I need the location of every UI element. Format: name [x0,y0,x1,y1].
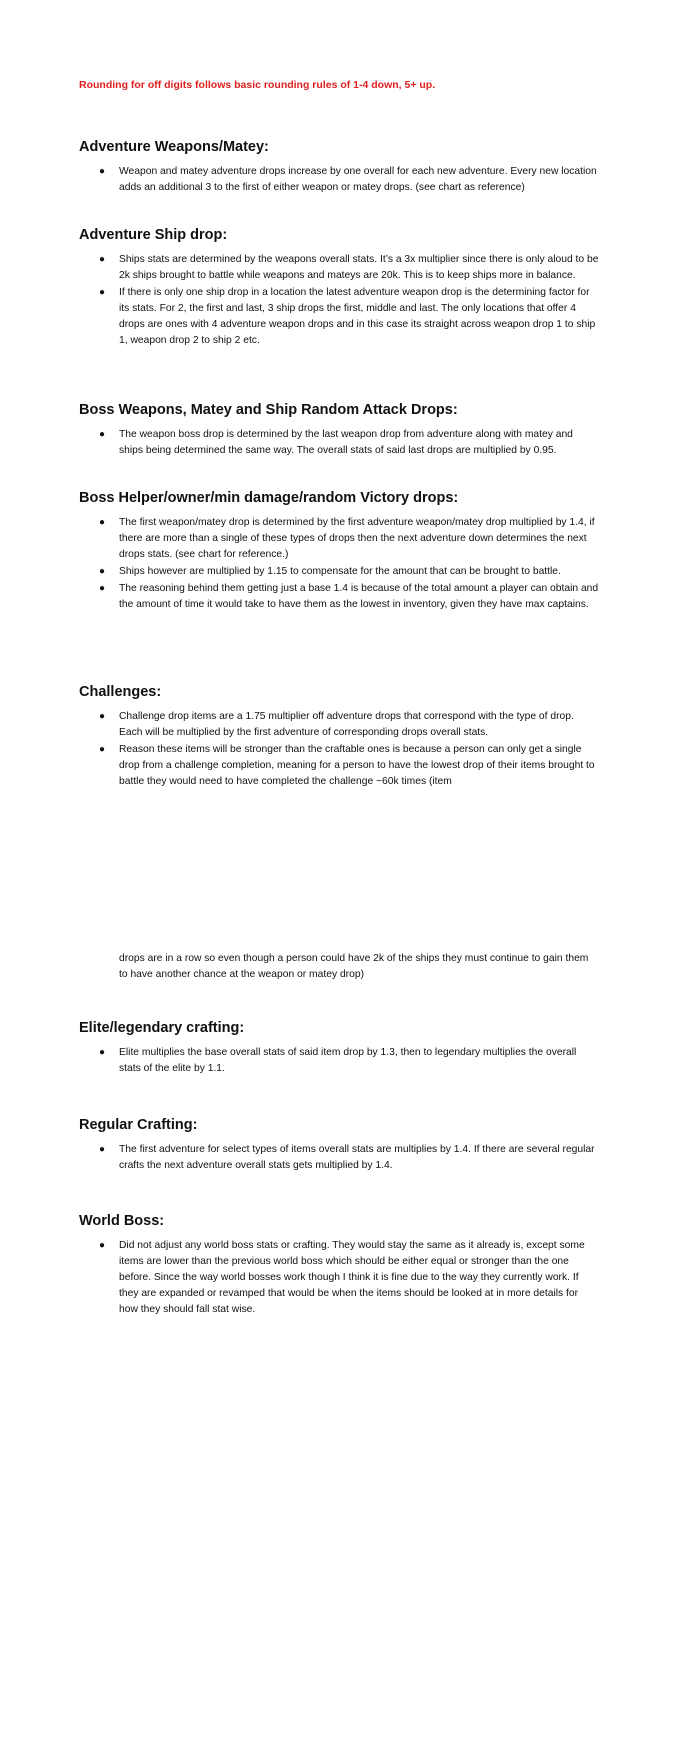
list-item [79,1045,599,1077]
bullet-icon: ● [99,583,106,594]
list-item-text: The weapon boss drop is determined by the last weapon drop from adventure along with matey and ships being determined the same way. The overall stats of said last drops are multiplied by 0.95. [119,429,573,456]
list-item-text: Weapon and matey adventure drops increase by one overall for each new adventure. Every new location adds an additional 3 to the first of either weapon or matey drops. (see chart as reference) [119,166,597,193]
bullet-icon: ● [99,166,106,177]
list-item [79,1142,599,1174]
section-heading: Elite/legendary crafting: [79,1020,245,1036]
section-elite-legendary-crafting [79,1019,599,1078]
section-heading: World Boss: [79,1213,165,1229]
section-world-boss [79,1212,599,1319]
bullet-list [79,1238,599,1318]
section-boss-victory-drops [79,489,599,614]
list-item [79,515,599,563]
continuation-text: drops are in a row so even though a person could have 2k of the ships they must continue to gain them to have another chance at the weapon or matey drop) [119,953,589,980]
list-item-text: If there is only one ship drop in a location the latest adventure weapon drop is the determining factor for its stats. For 2, the first and last, 3 ship drops the first, middle and last. The only locations that offer 4 drops are ones with 4 adventure weapon drops and in this case its straight across weapon drop 1 to ship 1, weapon drop 2 to ship 2 etc. [119,287,596,346]
list-item-text: The first weapon/matey drop is determined by the first adventure weapon/matey drop multiplied by 1.4, if there are more than a single of these types of drops then the next adventure down determines the next drops stats. (see chart for reference.) [119,517,595,560]
list-item [79,285,599,349]
bullet-icon: ● [99,566,106,577]
section-boss-random-attack-drops [79,401,599,460]
section-challenges [79,683,599,791]
section-heading: Adventure Weapons/Matey: [79,139,269,155]
list-item [79,1238,599,1318]
section-heading: Regular Crafting: [79,1117,198,1133]
bullet-list [79,1045,599,1077]
list-item [79,581,599,613]
bullet-icon: ● [99,254,106,265]
list-item [79,709,599,741]
list-item-text: Ships stats are determined by the weapons overall stats. It’s a 3x multiplier since there is only aloud to be 2k ships brought to battle while weapons and mateys are 20k. This is to keep ships more in balance. [119,254,599,281]
bullet-icon: ● [99,1047,106,1058]
bullet-list [79,252,599,349]
section-heading: Boss Weapons, Matey and Ship Random Attack Drops: [79,402,458,418]
section-heading: Challenges: [79,684,162,700]
bullet-icon: ● [99,1240,106,1251]
list-item-text: Reason these items will be stronger than the craftable ones is because a person can only get a single drop from a challenge completion, meaning for a person to have the lowest drop of their items brought to battle they would need to have completed the challenge ~60k times (item [119,744,595,787]
section-regular-crafting [79,1116,599,1175]
list-item-text: Elite multiplies the base overall stats of said item drop by 1.3, then to legendary multiplies the overall stats of the elite by 1.1. [119,1047,577,1074]
section-adventure-ship-drop [79,226,599,350]
section-adventure-weapons-matey [79,138,599,197]
list-item-text: Challenge drop items are a 1.75 multiplier off adventure drops that correspond with the type of drop. Each will be multiplied by the first adventure of corresponding drops overall stats. [119,711,574,738]
list-item-text: The first adventure for select types of items overall stats are multiplies by 1.4. If there are several regular crafts the next adventure overall stats gets multiplied by 1.4. [119,1144,595,1171]
bullet-icon: ● [99,744,106,755]
bullet-list [79,1142,599,1174]
bullet-list [79,709,599,790]
list-item [79,164,599,196]
bullet-icon: ● [99,517,106,528]
list-item [79,742,599,790]
section-heading: Boss Helper/owner/min damage/random Victory drops: [79,490,459,506]
list-item-text: The reasoning behind them getting just a base 1.4 is because of the total amount a player can obtain and the amount of time it would take to have them as the lowest in inventory, given they have max captains. [119,583,599,610]
section-heading: Adventure Ship drop: [79,227,228,243]
list-item-text: Did not adjust any world boss stats or crafting. They would stay the same as it already is, except some items are lower than the previous world boss which should be either equal or stronger than the one before. Since the way world bosses work though I think it is fine due to the way they currently work. If they are expanded or revamped that would be when the items should be looked at in more details for how they should fall stat wise. [119,1240,585,1315]
bullet-icon: ● [99,1144,106,1155]
list-item [79,427,599,459]
rounding-note: Rounding for off digits follows basic rounding rules of 1-4 down, 5+ up. [79,79,436,91]
bullet-icon: ● [99,287,106,298]
list-item [79,252,599,284]
bullet-list [79,515,599,613]
bullet-icon: ● [99,429,106,440]
bullet-icon: ● [99,711,106,722]
list-item [79,564,599,580]
list-item-text: Ships however are multiplied by 1.15 to compensate for the amount that can be brought to battle. [119,566,561,577]
bullet-list [79,164,599,196]
bullet-list [79,427,599,459]
